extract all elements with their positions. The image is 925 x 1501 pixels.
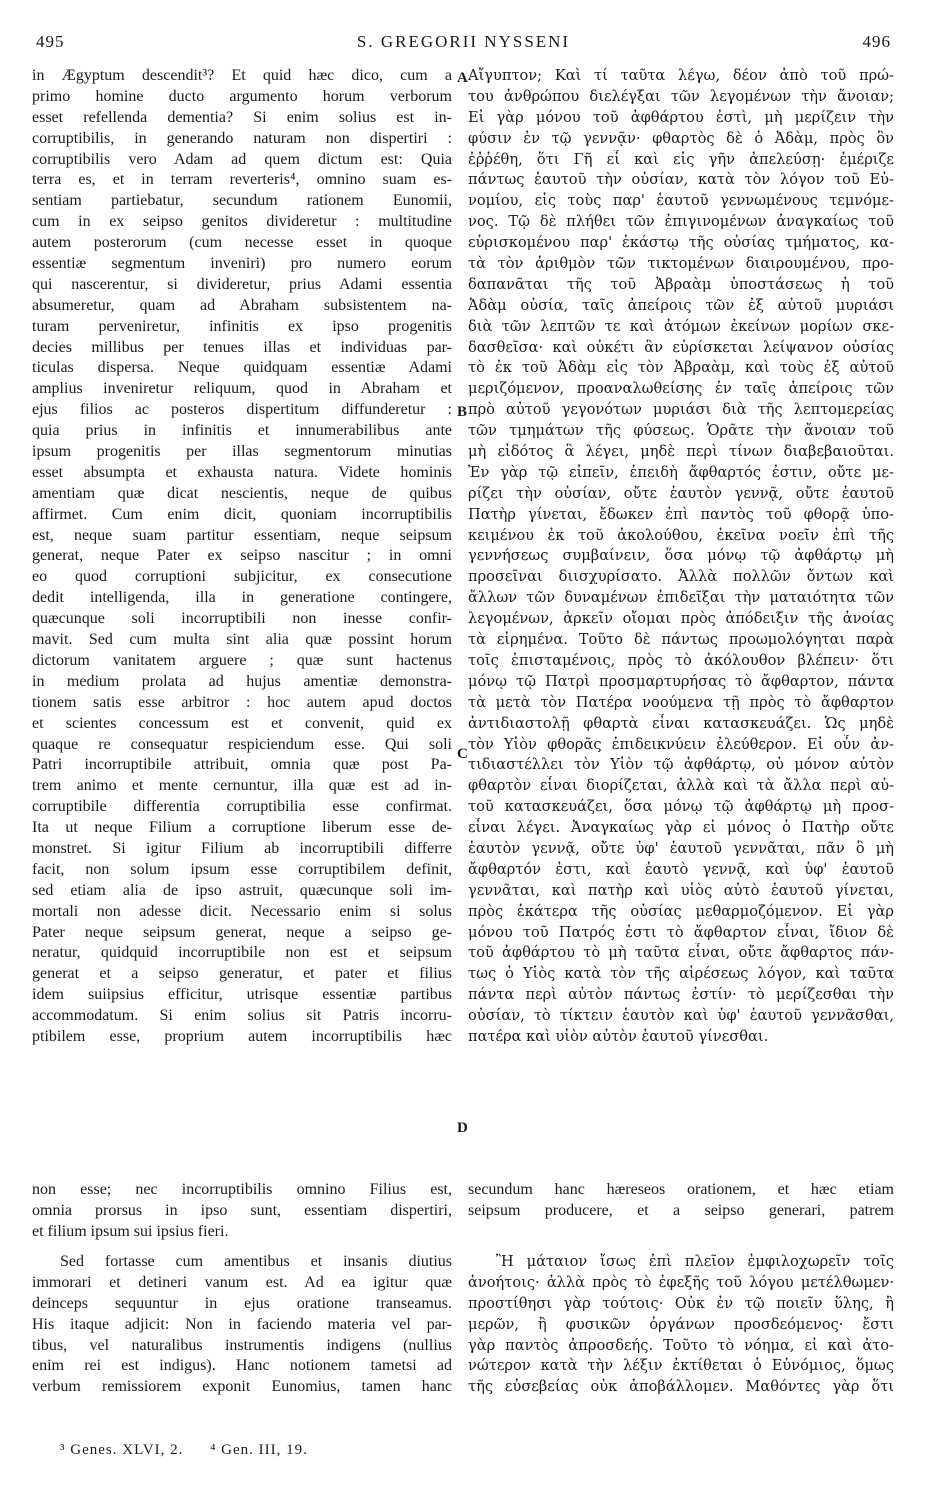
latin-text-line: tibus, vel naturalibus instrumentis indigens (nullius (32, 1336, 452, 1354)
latin-text-line: monstret. Si igitur Filium ab incorruptibili differre (32, 839, 452, 857)
latin-text-line: generat, neque Pater ex seipso nascitur ; in omni (32, 547, 452, 565)
latin-text-line: dictorum vanitatem arguere ; quæ sunt hactenus (32, 651, 452, 669)
latin-text-line: primo homine ducto argumento horum verborum (32, 87, 452, 105)
page-header (36, 24, 891, 54)
footnote-4: ⁴ Gen. III, 19. (210, 1442, 308, 1458)
latin-text-line: sentiam partiebatur, secundum rationem Eunomii, (32, 192, 452, 210)
greek-paragraph-2 (468, 1252, 894, 1398)
greek-text-line: τὰ μετὰ τὸν Πατέρα νοούμενα τῇ πρὸς τὸ ἄφθαρτον (468, 693, 894, 711)
greek-text-line: Αἴγυπτον; Καὶ τί ταῦτα λέγω, δέον ἀπὸ τοῦ πρώ- (468, 67, 894, 84)
latin-text-line: Pater neque seipsum generat, neque a seipso ge- (32, 923, 452, 941)
greek-text-line: εὑρισκομένου παρ' ἑκάστῳ τῆς οὐσίας τμήματος, κα- (468, 234, 894, 252)
greek-text-line: εἶναι λέγει. Ἀναγκαίως γὰρ εἰ μόνος ὁ Πατὴρ οὔτε (468, 819, 894, 837)
latin-text-line: Patri incorruptibile attribuit, omnia quæ post Pa- (32, 756, 452, 774)
greek-text-line: νος. Τῷ δὲ πλήθει τῶν ἐπιγινομένων ἀναγκαίως τοῦ (468, 213, 894, 231)
greek-text-line: τοῦ κατασκευάζει, ὅσα μόνῳ τῷ ἀφθάρτῳ μὴ προσ- (468, 798, 894, 816)
latin-text-line: verbum remissiorem exponit Eunomius, tamen hanc (32, 1378, 452, 1396)
latin-text-line: in medium prolata ad hujus amentiæ demonstra- (32, 672, 452, 690)
latin-text-line: et scientes concessum est et convenit, quid ex (32, 714, 452, 732)
greek-text-line: τῆς εὐσεβείας οὐκ ἀποβάλλομεν. Μαθόντες γὰρ ὅτι (468, 1378, 894, 1396)
latin-text-line: decies millibus per tenues illas et individuas par- (32, 338, 452, 356)
greek-text-line: μὴ εἰδότος ἃ λέγει, μηδὲ περὶ τίνων διαβεβαιοῦται. (468, 443, 894, 461)
greek-text-line: ἐῤῥέθη, ὅτι Γῆ εἶ καὶ εἰς γῆν ἀπελεύσῃ· ἐμέριζε (468, 150, 894, 168)
latin-text-line: quia prius in infinitis et innumerabilibus ante (32, 422, 452, 440)
greek-text-line: μερῶν, ἢ φυσικῶν ὀργάνων προσδεόμενος· ἔστι (468, 1315, 894, 1333)
latin-text-line: turam perveniretur, infinitis ex ipso progenitis (32, 317, 452, 335)
latin-text-line: est, neque suam partitur essentiam, neque seipsum (32, 526, 452, 544)
greek-text-line: γὰρ παντὸς ἀπροσδεής. Τοῦτο τὸ νόημα, εἰ καὶ ἀτο- (468, 1336, 894, 1354)
greek-continuation (468, 1180, 894, 1222)
latin-paragraph-2 (32, 1252, 452, 1398)
greek-text-line: τὸ ἐκ τοῦ Ἀδὰμ εἰς τὸν Ἀβραὰμ, καὶ τοὺς ἐξ αὐτοῦ (468, 359, 894, 377)
latin-text-line: idem suiipsius efficitur, utrisque essentiæ partibus (32, 986, 452, 1004)
greek-text-line: τὰ εἰρημένα. Τοῦτο δὲ πάντως προωμολόγηται παρὰ (468, 631, 894, 649)
running-title: S. GREGORII NYSSENI (356, 32, 571, 51)
greek-column (468, 66, 894, 1048)
latin-text-line: accommodatum. Si enim solius sit Patris incorru- (32, 1007, 452, 1025)
greek-text-line: ἑαυτὸν γεννᾷ, οὔτε ὑφ' ἑαυτοῦ γεννᾶται, πᾶν ὃ μὴ (468, 839, 894, 857)
greek-text-line: secundum hanc hæreseos orationem, et hæc etiam (468, 1181, 894, 1198)
greek-text-line: ἄλλων τῶν δυναμένων ἐπιδεῖξαι τὴν ματαιότητα τῶν (468, 589, 894, 607)
greek-text-line: πρὸς ἑκάτερα τῆς οὐσίας μεθαρμοζόμενον. Εἰ γὰρ (468, 902, 894, 920)
latin-column (32, 66, 452, 1048)
latin-text-line: in Ægyptum descendit³? Et quid hæc dico, cum a (32, 67, 452, 84)
greek-text-line: φύσιν ἐν τῷ γεννᾷν· φθαρτὸς δὲ ὁ Ἀδὰμ, πρὸς ὃν (468, 129, 894, 147)
latin-text-line: ipsum progenitis per illas segmentorum minutias (32, 443, 452, 461)
greek-text-line: πατέρα καὶ υἱὸν αὐτὸν ἑαυτοῦ γίνεσθαι. (468, 1027, 769, 1045)
greek-text-line: τως ὁ Υἱὸς κατὰ τὸν τῆς αἱρέσεως λόγον, καὶ ταῦτα (468, 965, 894, 983)
latin-text-line: eo quod corruptioni subjicitur, ex consecutione (32, 568, 452, 586)
latin-text-line: corruptibilis vero Adam ad quem dictum est: Quia (32, 150, 452, 168)
greek-text-line: οὐσίαν, τὸ τίκτειν ἑαυτὸν καὶ ὑφ' ἑαυτοῦ γεννᾶσθαι, (468, 1007, 894, 1025)
latin-text-line: et filium ipsum sui ipsius fieri. (32, 1222, 229, 1240)
greek-text-line: δαπανᾶται τῆς τοῦ Ἀβραὰμ ὑποστάσεως ἡ τοῦ (468, 275, 894, 293)
latin-text-line: ejus filios ac posteros dispertitum diffunderetur : (32, 401, 452, 419)
latin-text-line: dedit intelligenda, illa in generatione contingere, (32, 589, 452, 607)
greek-text-line: Ἢ μάταιον ἴσως ἐπὶ πλεῖον ἐμφιλοχωρεῖν τοῖς (496, 1253, 894, 1270)
footnotes (60, 1442, 330, 1459)
greek-text-line: μόνου τοῦ Πατρός ἐστι τὸ ἄφθαρτον εἶναι, ἴδιον δὲ (468, 923, 894, 941)
greek-text-line: τὸν Υἱὸν φθορᾶς ἐπιδεικνύειν ἐλεύθερον. Εἰ οὖν ἀν- (468, 735, 894, 753)
greek-text-line: κειμένου ἐκ τοῦ ἀκολούθου, ἐκεῖνα νοεῖν ἐπὶ τῆς (468, 526, 894, 544)
margin-letter-c: C (457, 746, 468, 762)
greek-text-line: γεννήσεως συμβαίνειν, ὅσα μόνῳ τῷ ἀφθάρτῳ μὴ (468, 547, 894, 565)
greek-text-line: πάντως ἑαυτοῦ τὴν οὐσίαν, κατὰ τὸν λόγον τοῦ Εὐ- (468, 171, 894, 189)
latin-text-line: affirmet. Cum enim dicit, quoniam incorruptibilis (32, 505, 452, 523)
greek-text-line: πρὸ αὐτοῦ γεγονότων μυριάσι διὰ τῆς λεπτομερείας (468, 401, 894, 419)
greek-text-line: τοῦ ἀφθάρτου τὸ μὴ ταῦτα εἶναι, οὔτε ἄφθαρτος πάν- (468, 944, 894, 962)
latin-text-line: His itaque adjicit: Non in faciendo materia vel par- (32, 1315, 452, 1333)
latin-text-line: amplius inveniretur reliquum, quod in Abraham et (32, 380, 452, 398)
latin-text-line: esset refellenda dementia? Si enim solius est in- (32, 108, 452, 126)
latin-text-line: esset absumpta et exhausta natura. Videte hominis (32, 463, 452, 481)
greek-text-line: τὰ τὸν ἀριθμὸν τῶν τικτομένων διαιρουμένου, προ- (468, 255, 894, 273)
latin-text-line: Ita ut neque Filium a corruptione liberum esse de- (32, 819, 452, 837)
greek-text-line: νώτερον κατὰ τὴν λέξιν ἐκτίθεται ὁ Εὐνόμιος, ὅμως (468, 1357, 894, 1375)
latin-text-line: enim rei est indigus). Hanc notionem tametsi ad (32, 1357, 452, 1375)
margin-letter-b: B (457, 404, 468, 420)
latin-text-line: non esse; nec incorruptibilis omnino Filius est, (32, 1181, 452, 1198)
latin-text-line: ptibilem esse, proprium autem incorruptibilis hæc (32, 1027, 452, 1045)
greek-text-line: πάντα περὶ αὐτὸν πάντως ἐστίν· τὸ μερίζεσθαι τὴν (468, 986, 894, 1004)
greek-text-line: μεριζόμενον, προαναλωθείσης ἐν ταῖς ἀπείροις τῶν (468, 380, 894, 398)
latin-text-line: autem posterorum (cum necesse esset in quoque (32, 234, 452, 252)
margin-letter-d: D (457, 1120, 468, 1136)
greek-text-line: Πατὴρ γίνεται, ἔδωκεν ἐπὶ παντὸς τοῦ φθορᾷ ὑπο- (468, 505, 894, 523)
margin-letter-a: A (457, 70, 468, 86)
latin-text-line: quaque re consequatur respiciendum esse. Qui soli (32, 735, 452, 753)
latin-text-line: tionem satis esse arbitror : hoc autem apud doctos (32, 693, 452, 711)
greek-text-line: νομίου, εἰς τοὺς παρ' ἑαυτοῦ γεννωμένους τεμνόμε- (468, 192, 894, 210)
greek-text-line: φθαρτὸν εἶναι διορίζεται, ἀλλὰ καὶ τὰ ἄλλα περὶ αὐ- (468, 777, 894, 795)
greek-text-line: seipsum producere, et a seipso generari, patrem (468, 1201, 894, 1219)
latin-text-line: neratur, quidquid incorruptibile non est et seipsum (32, 944, 452, 962)
latin-text-line: Sed fortasse cum amentibus et insanis diutius (60, 1253, 452, 1270)
greek-text-line: προσεῖναι διισχυρίσατο. Ἀλλὰ πολλῶν ὄντων καὶ (468, 568, 894, 586)
page-number-right: 496 (862, 32, 891, 51)
latin-text-line: deinceps sequuntur in ejus oratione transeamus. (32, 1294, 452, 1312)
greek-text-line: δασθεῖσα· καὶ οὐκέτι ἂν εὑρίσκεται λείψανον οὐσίας (468, 338, 894, 356)
latin-text-line: generat et a seipso generatur, et pater et filius (32, 965, 452, 983)
greek-text-line: Ἐν γὰρ τῷ εἰπεῖν, ἐπειδὴ ἄφθαρτός ἐστιν, οὔτε με- (468, 463, 894, 481)
latin-text-line: mortali non adesse dicit. Necessario enim si solus (32, 902, 452, 920)
latin-text-line: ticulas dispersa. Neque quidquam essentiæ Adami (32, 359, 452, 377)
greek-text-line: Ἀδὰμ οὐσία, ταῖς ἀπείροις τῶν ἐξ αὐτοῦ μυριάσι (468, 296, 894, 314)
greek-text-line: γεννᾶται, καὶ πατὴρ καὶ υἱὸς αὐτὸ ἑαυτοῦ γίνεται, (468, 881, 894, 899)
latin-text-line: terra es, et in terram reverteris⁴, omnino suam es- (32, 171, 452, 189)
greek-text-line: του ἀνθρώπου διελέγξαι τῶν λεγομένων τὴν ἄνοιαν; (468, 87, 894, 105)
latin-text-line: immorari et detineri vanum est. Ad ea igitur quæ (32, 1273, 452, 1291)
latin-text-line: trem animo et mente cernuntur, illa quæ est ad in- (32, 777, 452, 795)
page-number-left: 495 (36, 32, 65, 51)
latin-text-line: omnia prorsus in ipso sunt, essentiam dispertiri, (32, 1201, 452, 1219)
greek-text-line: τῶν τμημάτων τῆς φύσεως. Ὁρᾶτε τὴν ἄνοιαν τοῦ (468, 422, 894, 440)
greek-text-line: διὰ τῶν λεπτῶν τε καὶ ἀτόμων ἐκείνων μορίων σκε- (468, 317, 894, 335)
latin-text-line: mavit. Sed cum multa sint alia quæ possint horum (32, 631, 452, 649)
greek-text-line: προστίθησι γὰρ τούτοις· Οὐκ ἐν τῷ ποιεῖν ὕλης, ἢ (468, 1294, 894, 1312)
greek-text-line: λεγομένων, ἀρκεῖν οἴομαι πρὸς ἀπόδειξιν τῆς ἀνοίας (468, 610, 894, 628)
latin-text-line: amentiam quæ dicat nescientis, neque de quibus (32, 484, 452, 502)
greek-text-line: τοῖς ἐπισταμένοις, πρὸς τὸ ἀκόλουθον βλέπειν· ὅτι (468, 651, 894, 669)
latin-text-line: essentiæ segmentum inveniri) pro numero eorum (32, 255, 452, 273)
latin-text-line: facit, non solum ipsum esse corruptibilem definit, (32, 860, 452, 878)
latin-continuation (32, 1180, 452, 1243)
latin-text-line: qui nascerentur, si divideretur, prius Adami essentia (32, 275, 452, 293)
greek-text-line: τιδιαστέλλει τὸν Υἱὸν τῷ ἀφθάρτῳ, οὐ μόνον αὐτὸν (468, 756, 894, 774)
greek-text-line: ρίζει τὴν οὐσίαν, οὔτε ἑαυτὸν γεννᾷ, οὔτε ἑαυτοῦ (468, 484, 894, 502)
latin-text-line: quæcunque soli incorruptibili non inesse confir- (32, 610, 452, 628)
greek-text-line: ἀνοήτοις· ἀλλὰ πρὸς τὸ ἐφεξῆς τοῦ λόγου μετέλθωμεν· (468, 1273, 894, 1291)
footnote-3: ³ Genes. XLVI, 2. (60, 1442, 184, 1458)
latin-text-line: corruptibile differentia corruptibilia esse confirmat. (32, 798, 452, 816)
greek-text-line: ἀντιδιαστολῇ φθαρτὰ εἶναι κατασκευάζει. Ὡς μηδὲ (468, 714, 894, 732)
latin-text-line: cum in ex seipso genitos divideretur : multitudine (32, 213, 452, 231)
greek-text-line: Εἰ γὰρ μόνου τοῦ ἀφθάρτου ἐστὶ, μὴ μερίζειν τὴν (468, 108, 894, 126)
latin-text-line: corruptibilis, in generando naturam non dispertiri : (32, 129, 452, 147)
greek-text-line: μόνῳ τῷ Πατρὶ προσμαρτυρήσας τὸ ἄφθαρτον, πάντα (468, 672, 894, 690)
greek-text-line: ἄφθαρτόν ἐστι, καὶ ἑαυτὸ γεννᾷ, καὶ ὑφ' ἑαυτοῦ (468, 860, 894, 878)
latin-text-line: sed etiam alia de ipso astruit, quæcunque soli im- (32, 881, 452, 899)
latin-text-line: absumeretur, quam ad Abraham subsistentem na- (32, 296, 452, 314)
